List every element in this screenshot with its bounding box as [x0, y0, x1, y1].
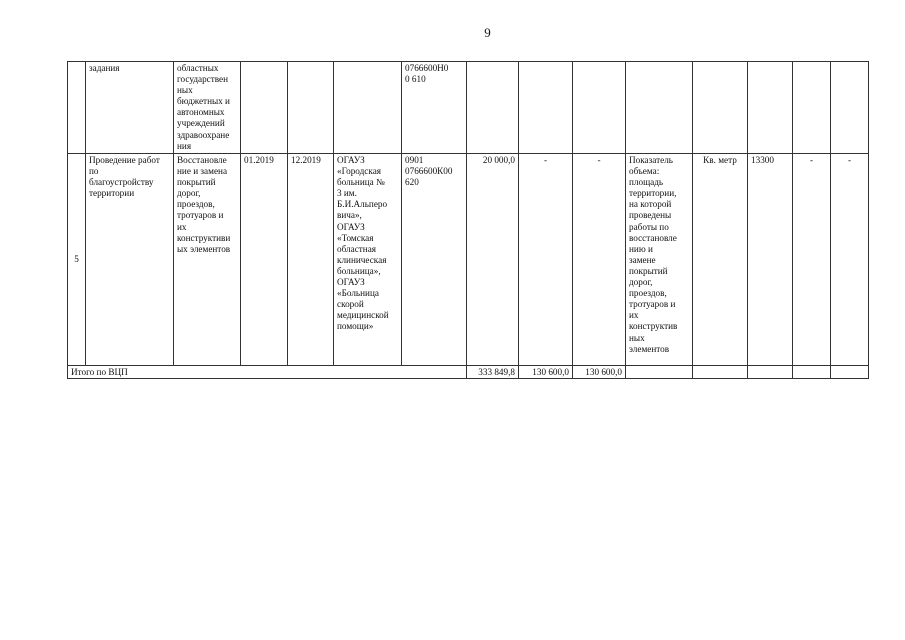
indicator-value-cell: 13300 — [748, 154, 793, 366]
total-sum-cell: 333 849,8 — [467, 366, 519, 379]
value-year2-cell: - — [831, 154, 869, 366]
empty-cell — [626, 366, 693, 379]
end-date-cell — [288, 62, 334, 154]
empty-cell — [831, 366, 869, 379]
unit-cell — [693, 62, 748, 154]
total-funding-cell: 20 000,0 — [467, 154, 519, 366]
row-number — [68, 62, 86, 154]
kbk-cell: 0766600Н0 0 610 — [402, 62, 467, 154]
start-date-cell: 01.2019 — [241, 154, 288, 366]
program-table — [67, 61, 869, 379]
kbk-cell: 0901 0766600К00 620 — [402, 154, 467, 366]
empty-cell — [748, 366, 793, 379]
year2-funding-cell — [573, 62, 626, 154]
executor-cell — [334, 62, 402, 154]
indicator-value-cell — [748, 62, 793, 154]
indicator-cell: Показатель объема: площадь территории, на которой проведены работы по восстановле нию и замене покрытий дорог, проездов, тротуаров и их конструктив ных элементов — [626, 154, 693, 366]
measure-cell: Проведение работ по благоустройству территории — [86, 154, 174, 366]
year1-funding-cell — [519, 62, 573, 154]
total-row — [68, 366, 869, 379]
value-year1-cell — [793, 62, 831, 154]
total-year2-cell: 130 600,0 — [573, 366, 626, 379]
page-number: 9 — [484, 25, 491, 40]
total-label: Итого по ВЦП — [68, 366, 467, 379]
start-date-cell — [241, 62, 288, 154]
table-row — [68, 62, 869, 154]
total-funding-cell — [467, 62, 519, 154]
year2-funding-cell: - — [573, 154, 626, 366]
row-number: 5 — [68, 154, 86, 366]
end-date-cell: 12.2019 — [288, 154, 334, 366]
table-row — [68, 154, 869, 366]
action-cell: Восстановле ние и замена покрытий дорог, проездов, тротуаров и их конструктиви ых элементов — [174, 154, 241, 366]
value-year2-cell — [831, 62, 869, 154]
empty-cell — [693, 366, 748, 379]
measure-cell: задания — [86, 62, 174, 154]
executor-cell: ОГАУЗ «Городская больница № 3 им. Б.И.Альперо вича», ОГАУЗ «Томская областная клиническая больница», ОГАУЗ «Больница скорой медицинской помощи» — [334, 154, 402, 366]
value-year1-cell: - — [793, 154, 831, 366]
indicator-cell — [626, 62, 693, 154]
empty-cell — [793, 366, 831, 379]
action-cell: областных государствен ных бюджетных и автономных учреждений здравоохране ния — [174, 62, 241, 154]
total-year1-cell: 130 600,0 — [519, 366, 573, 379]
unit-cell: Кв. метр — [693, 154, 748, 366]
year1-funding-cell: - — [519, 154, 573, 366]
